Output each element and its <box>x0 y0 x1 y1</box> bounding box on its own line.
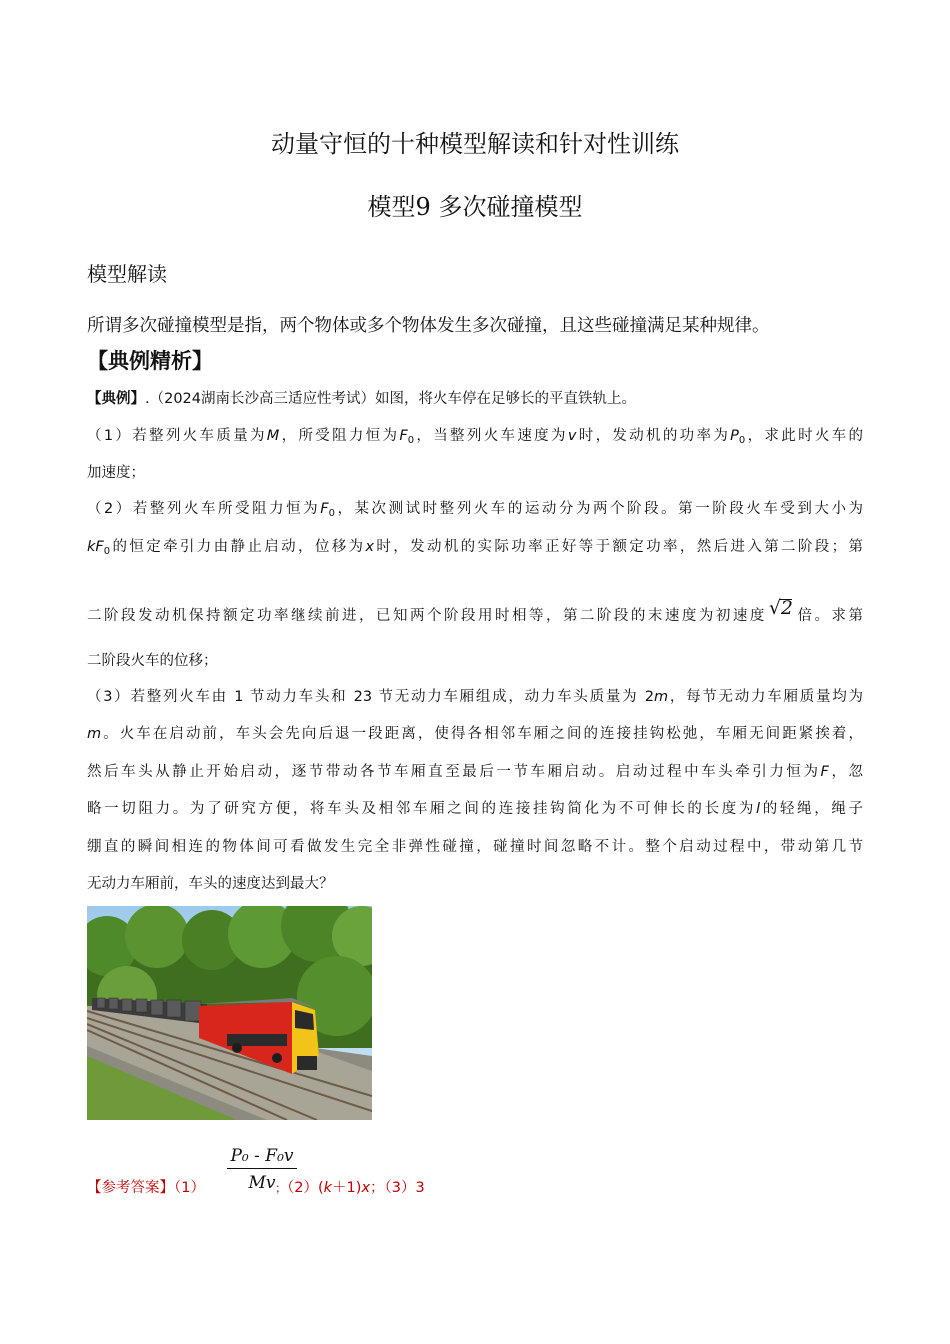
q2-text: 二阶段发动机保持额定功率继续前进，已知两个阶段用时相等，第二阶段的末速度为初速度 <box>87 608 767 624</box>
q1-text: ，所受阻力恒为 <box>279 428 400 444</box>
q3-text: ，每节无动力车厢质量均为 <box>668 689 864 705</box>
answer-part-2-mid: ＋1) <box>332 1180 362 1196</box>
q1-text: ，当整列火车速度为 <box>414 428 568 444</box>
example-intro-text: .（2024湖南长沙高三适应性考试）如图，将火车停在足够长的平直铁轨上。 <box>145 391 637 407</box>
fraction-denominator: Mv <box>248 1173 276 1193</box>
document-title: 动量守恒的十种模型解读和针对性训练 <box>271 130 679 158</box>
question-3-line-4 <box>87 799 863 819</box>
example-label: 【典例】 <box>87 391 145 407</box>
question-3-line-6: 无动力车厢前，车头的速度达到最大？ <box>87 876 334 892</box>
q2-text: ，某次测试时整列火车的运动分为两个阶段。第一阶段火车受到大小为 <box>334 501 864 517</box>
fraction-numerator: P₀ - F₀v <box>227 1146 297 1169</box>
q3-text: 然后车头从静止开始启动，逐节带动各节车厢直至最后一节车厢启动。启动过程中车头牵引力恒为 <box>87 764 821 780</box>
var-m: m <box>87 726 102 742</box>
q3-text: 的轻绳，绳子 <box>760 801 864 817</box>
answer-separator: ； <box>274 1181 287 1195</box>
answer-var-x: x <box>361 1180 371 1196</box>
q3-text: 略一切阻力。为了研究方便，将车头及相邻车厢之间的连接挂钩简化为不可伸长的长度为 <box>87 801 757 817</box>
q1-text: （1）若整列火车质量为 <box>87 428 267 444</box>
var-F: F <box>399 428 408 444</box>
var-v: v <box>567 428 577 444</box>
subscript-0: 0 <box>103 546 111 557</box>
q2-text: 的恒定牵引力由静止启动，位移为 <box>110 539 366 555</box>
sqrt-argument: 2 <box>780 597 794 619</box>
question-3-line-5: 绷直的瞬间相连的物体间可看做发生完全非弹性碰撞，碰撞时间忽略不计。整个启动过程中，带动第几节 <box>87 839 863 855</box>
question-1-line-1 <box>87 426 863 451</box>
section-description: 所谓多次碰撞模型是指，两个物体或多个物体发生多次碰撞，且这些碰撞满足某种规律。 <box>87 316 770 336</box>
var-kF: kF <box>87 539 104 555</box>
question-3-line-3 <box>87 762 863 782</box>
question-3-line-1 <box>87 687 863 707</box>
answer-var-k: k <box>323 1180 333 1196</box>
question-2-line-3 <box>87 598 863 626</box>
answer-label: 【参考答案】 <box>87 1180 174 1196</box>
question-3-line-2 <box>87 724 863 744</box>
var-P: P <box>730 428 739 444</box>
example-heading: 【典例精析】 <box>87 348 213 373</box>
var-m: m <box>653 689 669 705</box>
q2-text: 时，发动机的实际功率正好等于额定功率，然后进入第二阶段；第 <box>374 539 864 555</box>
document-subtitle: 模型9 多次碰撞模型 <box>367 193 583 221</box>
subscript-0: 0 <box>407 435 415 446</box>
question-2-line-2 <box>87 537 863 562</box>
q2-text: 倍。求第 <box>795 608 864 624</box>
subscript-0: 0 <box>328 508 335 519</box>
question-1-line-2: 加速度； <box>87 465 145 481</box>
train-photo <box>87 906 372 1120</box>
q1-text: ，求此时火车的 <box>745 428 864 444</box>
question-2-line-1 <box>87 499 863 524</box>
answer-separator: ； <box>370 1180 385 1196</box>
var-F: F <box>820 764 829 780</box>
answer-part-2: （2）( <box>287 1180 324 1196</box>
section-heading: 模型解读 <box>87 262 167 286</box>
example-intro <box>87 389 636 409</box>
question-2-line-4: 二阶段火车的位移； <box>87 653 218 669</box>
reference-answer <box>87 1176 425 1197</box>
q3-text: （3）若整列火车由 1 节动力车头和 23 节无动力车厢组成，动力车头质量为 2 <box>87 689 654 705</box>
q2-text: （2）若整列火车所受阻力恒为 <box>87 501 321 517</box>
answer-part-1: （1） <box>174 1180 205 1196</box>
q3-text: ，忽 <box>828 764 864 780</box>
var-F: F <box>320 501 329 517</box>
q3-text: 。火车在启动前，车头会先向后退一段距离，使得各相邻车厢之间的连接挂钩松弛，车厢无间距紧挨着， <box>101 726 863 742</box>
var-M: M <box>266 428 280 444</box>
answer-part-3: （3）3 <box>384 1180 425 1196</box>
var-x: x <box>365 539 375 555</box>
subscript-0: 0 <box>738 435 746 446</box>
sqrt-two: √ 2 <box>768 597 794 619</box>
var-l: l <box>756 801 761 817</box>
q1-text: 时，发动机的功率为 <box>576 428 731 444</box>
